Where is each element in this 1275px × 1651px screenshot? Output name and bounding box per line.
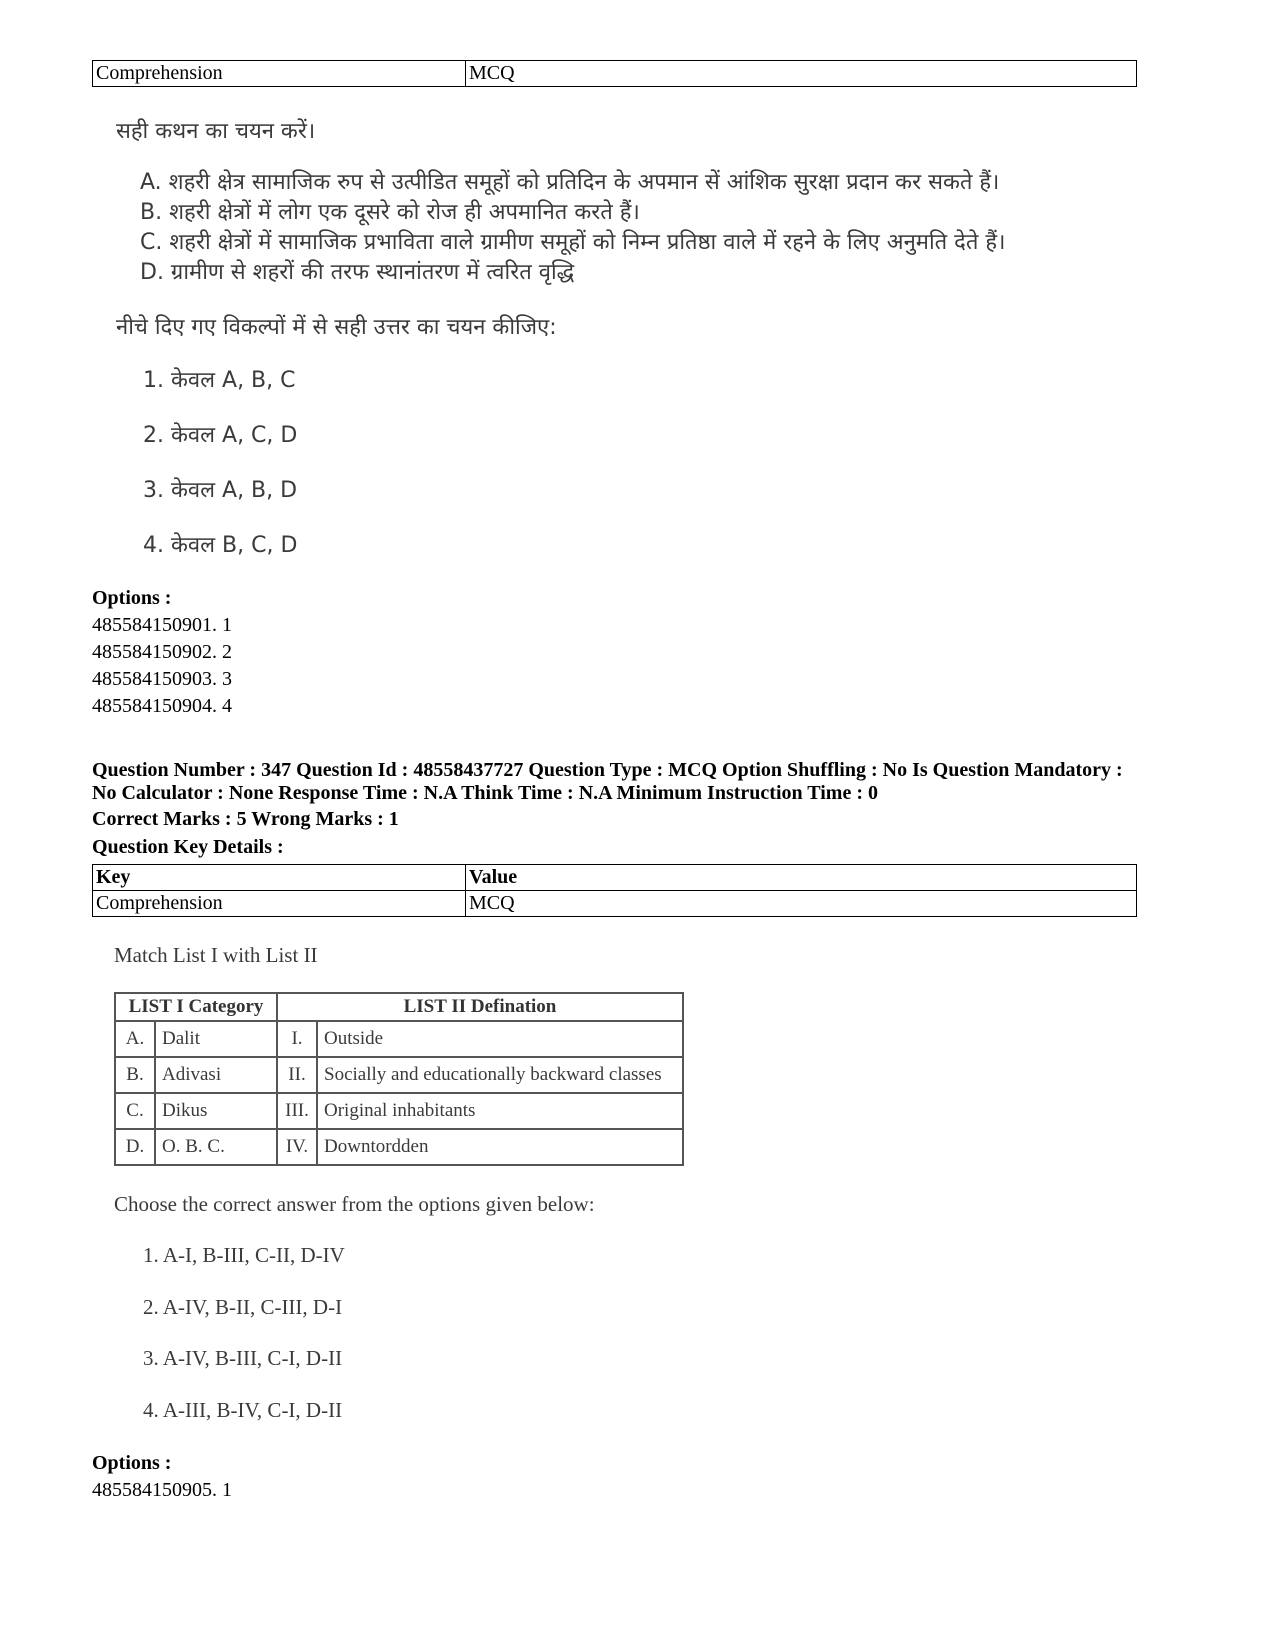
q2-key-details-label: Question Key Details : bbox=[92, 836, 284, 858]
q1-choice-3: 3. केवल A, B, D bbox=[143, 478, 298, 503]
list-2-header: LIST II Defination bbox=[277, 993, 683, 1021]
q2-options-label: Options : bbox=[92, 1452, 172, 1474]
table-header-row bbox=[93, 865, 1137, 891]
list-2-definition: Downtordden bbox=[317, 1129, 683, 1165]
list-2-definition: Socially and educationally backward classes bbox=[317, 1057, 683, 1093]
list-1-term: Dikus bbox=[155, 1093, 277, 1129]
match-list-table bbox=[114, 992, 684, 1166]
question-key-table-2 bbox=[92, 864, 1137, 917]
q2-meta-line-2: No Calculator : None Response Time : N.A Think Time : N.A Minimum Instruction Time : 0 bbox=[92, 782, 878, 804]
table-row bbox=[93, 61, 1137, 87]
list-1-term: Adivasi bbox=[155, 1057, 277, 1093]
q1-statement-d: D. ग्रामीण से शहरों की तरफ स्थानांतरण में त्वरित वृद्धि bbox=[140, 260, 575, 285]
q2-option-1: 485584150905. 1 bbox=[92, 1479, 232, 1501]
key-cell: Comprehension bbox=[93, 61, 466, 87]
q2-choice-3: 3. A-IV, B-III, C-I, D-II bbox=[143, 1346, 343, 1370]
match-header-row bbox=[115, 993, 683, 1021]
table-row bbox=[115, 1057, 683, 1093]
list-1-letter: A. bbox=[115, 1021, 155, 1057]
list-1-header: LIST I Category bbox=[115, 993, 277, 1021]
q1-statement-c: C. शहरी क्षेत्रों में सामाजिक प्रभाविता वाले ग्रामीण समूहों को निम्न प्रतिष्ठा वाले में रहने के लिए अनुमति देते हैं। bbox=[140, 230, 1006, 255]
list-1-letter: D. bbox=[115, 1129, 155, 1165]
q1-options-label: Options : bbox=[92, 587, 172, 609]
list-1-letter: B. bbox=[115, 1057, 155, 1093]
header-key: Key bbox=[93, 865, 466, 891]
list-2-numeral: IV. bbox=[277, 1129, 317, 1165]
question-key-table-1 bbox=[92, 60, 1137, 87]
value-cell: MCQ bbox=[466, 61, 1137, 87]
q1-choice-4: 4. केवल B, C, D bbox=[143, 533, 298, 558]
q2-choice-4: 4. A-III, B-IV, C-I, D-II bbox=[143, 1398, 343, 1422]
value-cell: MCQ bbox=[466, 891, 1137, 917]
list-2-numeral: II. bbox=[277, 1057, 317, 1093]
list-1-term: O. B. C. bbox=[155, 1129, 277, 1165]
q1-option-4: 485584150904. 4 bbox=[92, 695, 232, 717]
table-row bbox=[115, 1129, 683, 1165]
key-cell: Comprehension bbox=[93, 891, 466, 917]
q1-statement-a: A. शहरी क्षेत्र सामाजिक रुप से उत्पीडित समूहों को प्रतिदिन के अपमान सें आंशिक सुरक्षा प्रदान कर सकते हैं। bbox=[140, 170, 1000, 195]
q1-prompt: सही कथन का चयन करें। bbox=[116, 119, 316, 144]
q1-option-2: 485584150902. 2 bbox=[92, 641, 232, 663]
table-row bbox=[115, 1093, 683, 1129]
table-row bbox=[115, 1021, 683, 1057]
list-2-numeral: I. bbox=[277, 1021, 317, 1057]
q1-choice-2: 2. केवल A, C, D bbox=[143, 423, 298, 448]
list-2-numeral: III. bbox=[277, 1093, 317, 1129]
q2-choice-2: 2. A-IV, B-II, C-III, D-I bbox=[143, 1295, 343, 1319]
q1-instruction: नीचे दिए गए विकल्पों में से सही उत्तर का चयन कीजिए: bbox=[116, 315, 557, 340]
q1-statements bbox=[140, 168, 1005, 288]
q1-choice-1: 1. केवल A, B, C bbox=[143, 368, 296, 393]
q2-choice-1: 1. A-I, B-III, C-II, D-IV bbox=[143, 1243, 345, 1267]
header-value: Value bbox=[466, 865, 1137, 891]
list-2-definition: Original inhabitants bbox=[317, 1093, 683, 1129]
q1-option-1: 485584150901. 1 bbox=[92, 614, 232, 636]
q1-statement-b: B. शहरी क्षेत्रों में लोग एक दूसरे को रोज ही अपमानित करते हैं। bbox=[140, 200, 640, 225]
list-1-term: Dalit bbox=[155, 1021, 277, 1057]
list-1-letter: C. bbox=[115, 1093, 155, 1129]
q1-option-3: 485584150903. 3 bbox=[92, 668, 232, 690]
q2-prompt: Match List I with List II bbox=[114, 943, 318, 967]
list-2-definition: Outside bbox=[317, 1021, 683, 1057]
q2-meta-line-1: Question Number : 347 Question Id : 48558437727 Question Type : MCQ Option Shuffling : No Is Question Mandatory : bbox=[92, 759, 1123, 781]
q2-instruction: Choose the correct answer from the options given below: bbox=[114, 1192, 595, 1216]
q2-marks: Correct Marks : 5 Wrong Marks : 1 bbox=[92, 808, 399, 830]
table-row bbox=[93, 891, 1137, 917]
